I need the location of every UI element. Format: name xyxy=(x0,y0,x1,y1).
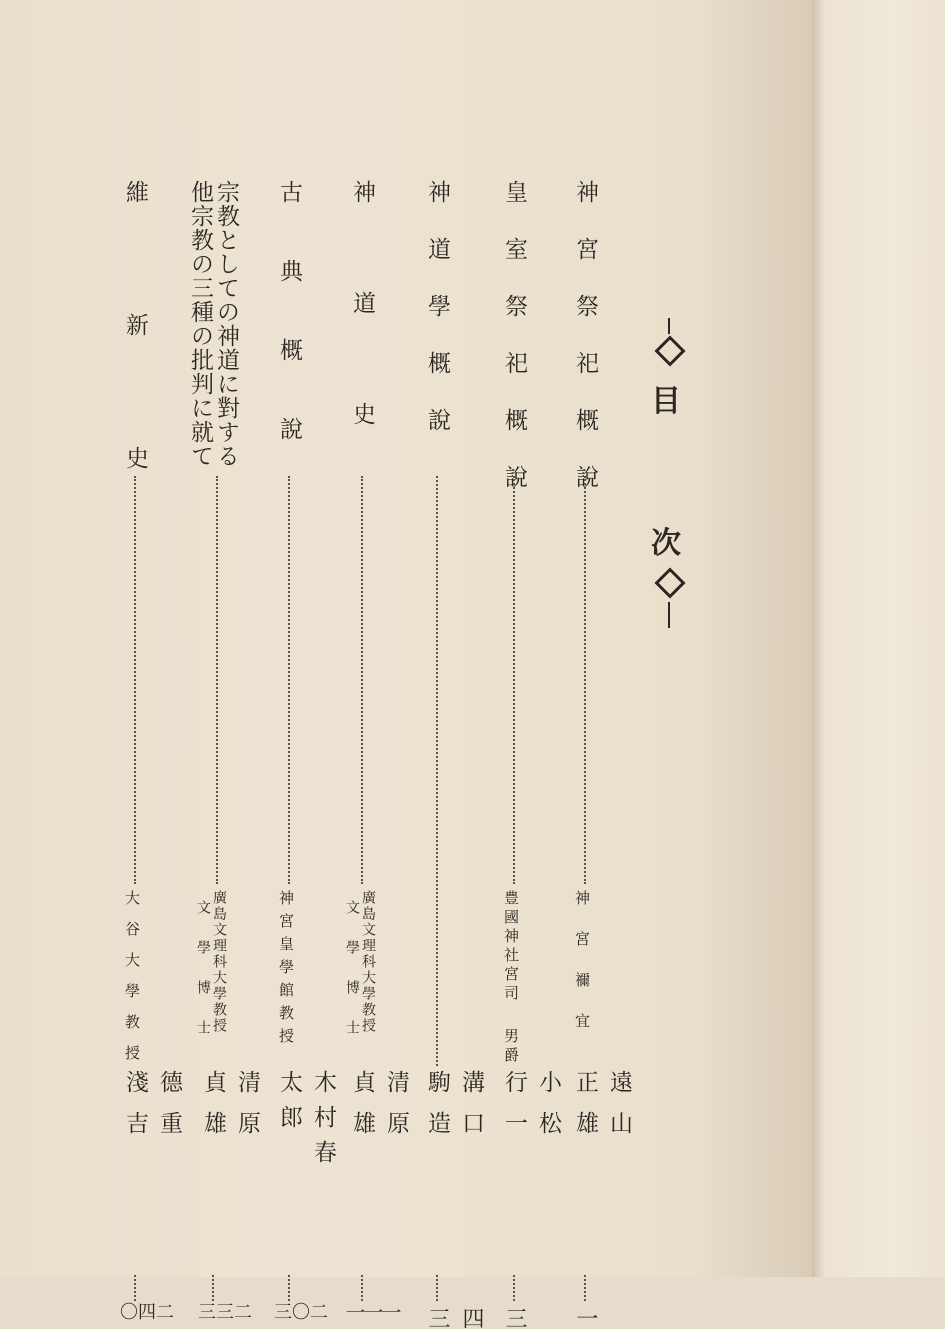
entry-title: 皇室祭祀概說 xyxy=(501,180,527,522)
entry-title-line2: 他宗教の三種の批判に就て xyxy=(187,180,213,468)
heading-diamond-top xyxy=(654,335,685,366)
heading-char-moku: 目 xyxy=(651,384,681,419)
entry-affiliation xyxy=(345,890,379,1090)
entry-author: 木村春太郎 xyxy=(276,1070,336,1175)
leader-dots xyxy=(288,476,290,884)
toc-heading xyxy=(645,318,695,628)
heading-char-ji: 次 xyxy=(651,526,681,561)
leader-dots xyxy=(288,1275,290,1301)
entry-title: 神宮祭祀概說 xyxy=(572,180,598,522)
leader-dots xyxy=(584,476,586,884)
leader-dots xyxy=(584,1275,586,1301)
toc-entry xyxy=(271,180,336,1320)
entry-affiliation xyxy=(118,890,152,1090)
leader-dots xyxy=(436,476,438,1066)
affiliation-text: 廣島文理科大學教授 xyxy=(360,890,376,1034)
entry-affiliation xyxy=(272,890,306,1090)
entry-affiliation xyxy=(568,890,602,1090)
entry-affiliation xyxy=(497,890,531,1090)
entry-author: 遠山正雄 xyxy=(572,1070,632,1152)
entry-affiliation xyxy=(196,890,230,1090)
entry-title: 神道學概說 xyxy=(424,180,450,465)
entry-author: 清原貞雄 xyxy=(349,1070,409,1152)
heading-diamond-bottom xyxy=(654,567,685,598)
toc-entry xyxy=(420,180,484,1329)
leader-dots xyxy=(212,1275,214,1301)
entry-title: 維新史 xyxy=(122,180,148,579)
entry-title-line1: 宗教としての神道に對する xyxy=(213,180,239,468)
leader-dots xyxy=(216,476,218,884)
affiliation-text: 大谷大學教授 xyxy=(123,890,141,1076)
toc-entry xyxy=(186,180,260,1320)
leader-dots xyxy=(513,476,515,884)
entry-page: 一 xyxy=(573,1307,598,1329)
entry-title: 古典概說 xyxy=(276,180,302,496)
entry-page: 二〇三 xyxy=(271,1302,328,1320)
entry-page: 二四〇 xyxy=(117,1302,174,1320)
leader-dots xyxy=(134,476,136,884)
heading-rule-top xyxy=(668,318,670,334)
affiliation-text: 豊國神社宮司 xyxy=(502,890,520,1004)
entry-title: 神道史 xyxy=(349,180,375,513)
affiliation-text: 神宮皇學館教授 xyxy=(277,890,295,1051)
entry-author: 德重淺吉 xyxy=(122,1070,182,1152)
entry-page: 四三 xyxy=(425,1307,484,1329)
toc-entry xyxy=(117,180,182,1320)
entry-page: 二三三 xyxy=(195,1302,252,1320)
affiliation-degree: 文學博士 xyxy=(344,900,360,1060)
leader-dots xyxy=(134,1275,136,1301)
toc-entry xyxy=(342,180,409,1322)
entry-page: 三 xyxy=(502,1307,527,1329)
heading-rule-bottom xyxy=(668,602,670,628)
entry-author: 溝口駒造 xyxy=(424,1070,484,1152)
entry-page: 一一一 xyxy=(342,1302,402,1322)
affiliation-sub: 男爵 xyxy=(502,1028,520,1066)
toc-entry xyxy=(568,180,632,1329)
leader-dots xyxy=(436,1275,438,1301)
leader-dots xyxy=(361,1275,363,1301)
affiliation-text: 神宮禰宜 xyxy=(573,890,591,1054)
affiliation-degree: 文學博士 xyxy=(195,900,211,1060)
page-edge xyxy=(812,0,945,1277)
toc-entry xyxy=(497,180,561,1329)
leader-dots xyxy=(361,476,363,884)
leader-dots xyxy=(513,1275,515,1301)
entry-author: 小松行一 xyxy=(501,1070,561,1152)
affiliation-text: 廣島文理科大學教授 xyxy=(211,890,227,1034)
entry-author: 清原貞雄 xyxy=(200,1070,260,1152)
